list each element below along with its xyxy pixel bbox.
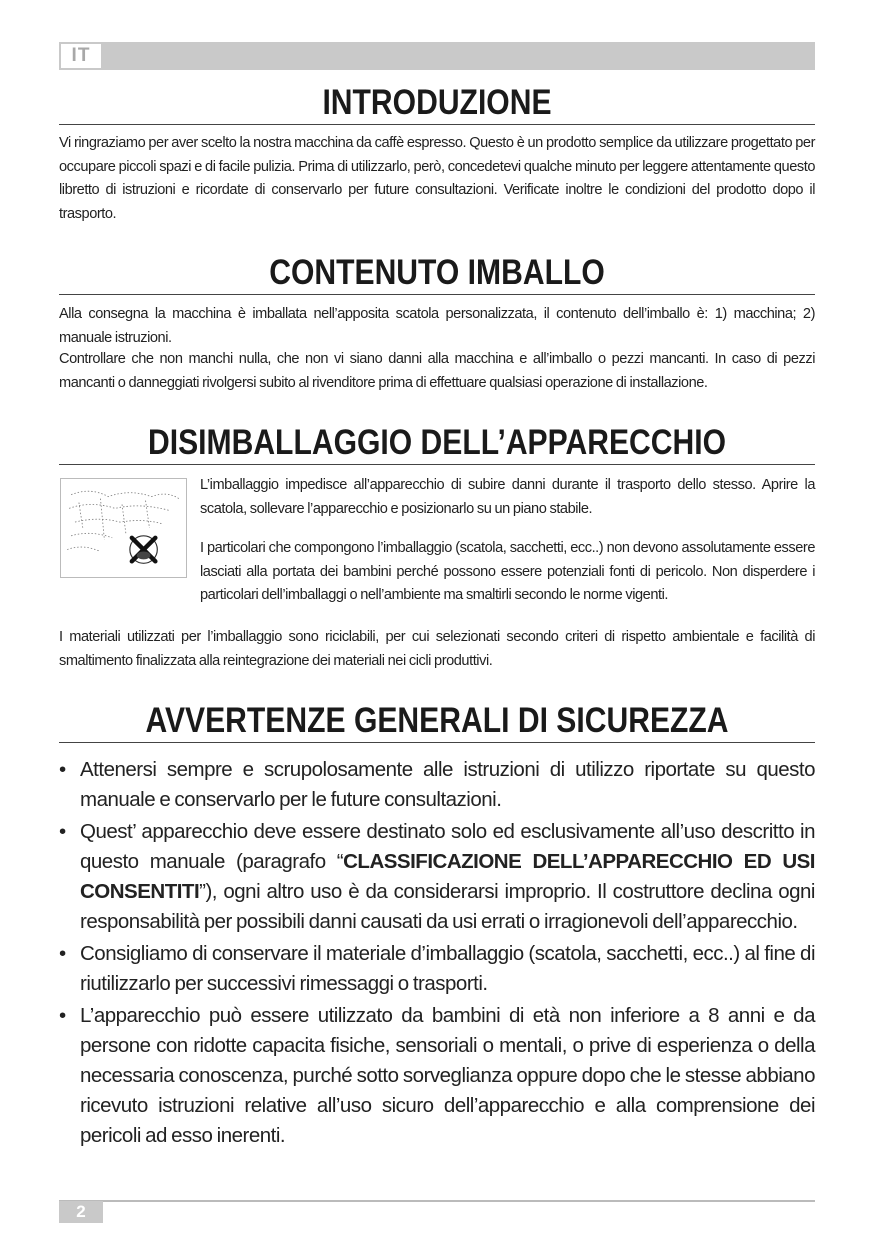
- safety-bullet-2-bold: CLASSIFICAZIONE DELL’APPARECCHIO ED USI CONSENTITI: [80, 850, 815, 903]
- page-number: 2: [59, 1201, 103, 1223]
- safety-bullet-3: • Consigliamo di conservare il materiale d’imballaggio (scatola, sacchetti, ecc..) al fine di riutilizzarlo per successivi rimessaggi o trasporti.: [59, 939, 815, 999]
- packaging-paragraph-1: Alla consegna la macchina è imballata nell’apposita scatola personalizzata, il contenuto dell’imballo è: 1) macchina; 2) manuale istruzioni.: [59, 306, 815, 346]
- footer-rule: [59, 1200, 815, 1202]
- safety-bullet-2-text-b: ”), ogni altro uso è da considerarsi improprio. Il costruttore declina ogni responsabilità per possibili danni causati da usi errati o irragionevoli dell’apparecchio.: [80, 880, 815, 933]
- intro-heading: INTRODUZIONE: [322, 83, 552, 122]
- unpacking-warning-icon: [61, 479, 186, 577]
- unpacking-paragraph-1: L’imballaggio impedisce all’apparecchio di subire danni durante il trasporto dello stesso. Aprire la scatola, sollevare l’apparecchio e posizionarlo su un piano stabile.: [200, 477, 815, 517]
- language-code: IT: [59, 42, 103, 70]
- packaging-heading: CONTENUTO IMBALLO: [269, 253, 605, 292]
- unpacking-rule: [59, 464, 815, 465]
- intro-paragraph: Vi ringraziamo per aver scelto la nostra macchina da caffè espresso. Questo è un prodotto semplice da utilizzare progettato per occupare piccoli spazi e di facile pulizia. Prima di utilizzarlo, però, concedetevi qualche minuto per leggere attentamente questo libretto di istruzioni e ricordate di conservarlo per future consultazioni. Verificate inoltre le condizioni del prodotto dopo il trasporto.: [59, 135, 815, 222]
- safety-bullet-4: • L’apparecchio può essere utilizzato da bambini di età non inferiore a 8 anni e da persone con ridotte capacita fisiche, sensoriali o mentali, o prive di esperienza o della necessaria conoscenza, purché sotto sorveglianza oppure dopo che le stesse abbiano ricevuto istruzioni relative all’uso sicuro dell’apparecchio e alla comprensione dei pericoli ad esso inerenti.: [59, 1001, 815, 1151]
- safety-rule: [59, 742, 815, 743]
- safety-heading: AVVERTENZE GENERALI DI SICUREZZA: [145, 701, 729, 740]
- safety-bullet-2-text-a: Quest’ apparecchio deve essere destinato solo ed esclusivamente all’uso descritto in questo manuale (paragrafo “: [80, 820, 815, 873]
- unpacking-paragraph-3: I materiali utilizzati per l’imballaggio sono riciclabili, per cui selezionati secondo criteri di rispetto ambientale e facilità di smaltimento finalizzata alla reintegrazione dei materiali nei cicli produttivi.: [59, 629, 815, 669]
- safety-bullet-list: [59, 755, 815, 1153]
- safety-bullet-2: [59, 817, 815, 937]
- unpacking-paragraph-2: I particolari che compongono l’imballaggio (scatola, sacchetti, ecc..) non devono assolutamente essere lasciati alla portata dei bambini perché possono essere potenziali fonti di pericolo. Non disperdere i particolari dell’imballaggi o nell’ambiente ma smaltirli secondo le norme vigenti.: [200, 540, 815, 603]
- packaging-rule: [59, 294, 815, 295]
- language-header-bar: [59, 42, 815, 70]
- unpacking-illustration: [60, 478, 187, 578]
- unpacking-heading: DISIMBALLAGGIO DELL’APPARECCHIO: [147, 423, 727, 462]
- safety-bullet-1: • Attenersi sempre e scrupolosamente alle istruzioni di utilizzo riportate su questo manuale e conservarlo per le future consultazioni.: [59, 755, 815, 815]
- packaging-paragraph-2: Controllare che non manchi nulla, che non vi siano danni alla macchina e all’imballo o pezzi mancanti. In caso di pezzi mancanti o danneggiati rivolgersi subito al rivenditore prima di effettuare qualsiasi operazione di installazione.: [59, 351, 815, 391]
- intro-rule: [59, 124, 815, 125]
